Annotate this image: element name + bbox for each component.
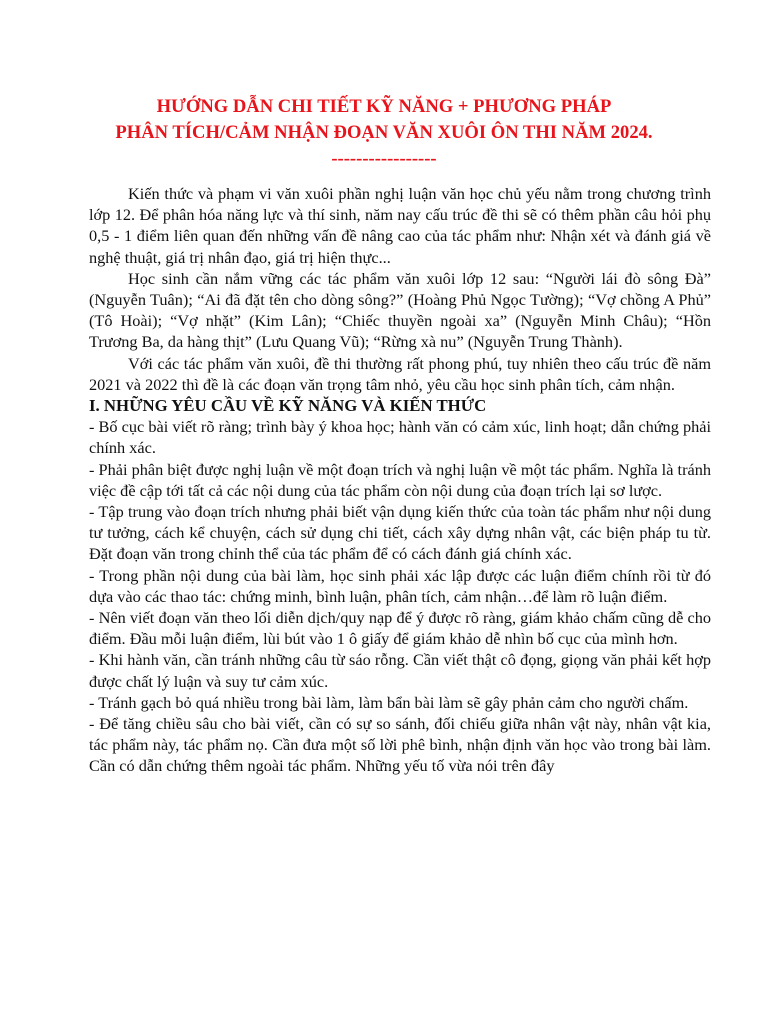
section-heading: I. NHỮNG YÊU CẦU VỀ KỸ NĂNG VÀ KIẾN THỨC — [89, 396, 487, 416]
title-line-2: PHÂN TÍCH/CẢM NHẬN ĐOẠN VĂN XUÔI ÔN THI NĂM 2024. — [115, 122, 653, 143]
intro-paragraph-2: Học sinh cần nắm vững các tác phẩm văn xuôi lớp 12 sau: “Người lái đò sông Đà” (Nguyễn Tuân); “Ai đã đặt tên cho dòng sông?” (Hoàng Phủ Ngọc Tường); “Vợ chồng A Phủ” (Tô Hoài); “Vợ nhặt” (Kim Lân); “Chiếc thuyền ngoài xa” (Nguyễn Minh Châu); “Hồn Trương Ba, da hàng thịt” (Lưu Quang Vũ); “Rừng xà nu” (Nguyễn Trung Thành). — [89, 268, 711, 352]
list-item: - Trong phần nội dung của bài làm, học sinh phải xác lập được các luận điểm chính rồi từ đó dựa vào các thao tác: chứng minh, bình luận, phân tích, cảm nhận…để làm rõ luận điểm. — [89, 565, 711, 606]
list-item: - Tập trung vào đoạn trích nhưng phải biết vận dụng kiến thức của toàn tác phẩm như nội dung tư tưởng, cách kể chuyện, cách sử dụng chi tiết, cách xây dựng nhân vật, các biện pháp tu từ. Đặt đoạn văn trong chỉnh thể của tác phẩm để có cách đánh giá chính xác. — [89, 502, 711, 564]
list-item: - Tránh gạch bỏ quá nhiều trong bài làm, làm bẩn bài làm sẽ gây phản cảm cho người chấm. — [89, 692, 689, 712]
document-body — [89, 183, 711, 777]
list-item: - Nên viết đoạn văn theo lối diễn dịch/quy nạp để ý được rõ ràng, giám khảo chấm cũng dễ cho điểm. Đầu mỗi luận điểm, lùi bút vào 1 ô giấy để giám khảo dễ nhìn bố cục của mình hơn. — [89, 608, 711, 649]
title-separator: ----------------- — [331, 148, 437, 169]
list-item: - Để tăng chiều sâu cho bài viết, cần có sự so sánh, đối chiếu giữa nhân vật này, nhân vật kia, tác phẩm này, tác phẩm nọ. Cần đưa một số lời phê bình, nhận định văn học vào trong bài làm. Cần có dẫn chứng thêm ngoài tác phẩm. Những yếu tố vừa nói trên đây — [89, 714, 711, 776]
list-item: - Bố cục bài viết rõ ràng; trình bày ý khoa học; hành văn có cảm xúc, linh hoạt; dẫn chứng phải chính xác. — [89, 417, 711, 458]
list-item: - Phải phân biệt được nghị luận về một đoạn trích và nghị luận về một tác phẩm. Nghĩa là tránh việc đề cập tới tất cả các nội dung của tác phẩm còn nội dung của đoạn trích lại sơ lược. — [89, 459, 711, 500]
intro-paragraph-3: Với các tác phẩm văn xuôi, đề thi thường rất phong phú, tuy nhiên theo cấu trúc đề năm 2021 và 2022 thì đề là các đoạn văn trọng tâm nhỏ, yêu cầu học sinh phân tích, cảm nhận. — [89, 353, 711, 394]
intro-paragraph-1: Kiến thức và phạm vi văn xuôi phần nghị luận văn học chủ yếu nằm trong chương trình lớp 12. Để phân hóa năng lực và thí sinh, năm nay cấu trúc đề thi sẽ có thêm phần câu hỏi phụ 0,5 - 1 điểm liên quan đến những vấn đề nâng cao của tác phẩm như: Nhận xét và đánh giá về nghệ thuật, giá trị nhân đạo, giá trị hiện thực... — [89, 184, 711, 267]
document-title — [0, 94, 768, 172]
list-item: - Khi hành văn, cần tránh những câu từ sáo rỗng. Cần viết thật cô đọng, giọng văn phải kết hợp được chất lý luận và suy tư cảm xúc. — [89, 650, 711, 691]
title-line-1: HƯỚNG DẪN CHI TIẾT KỸ NĂNG + PHƯƠNG PHÁP — [156, 96, 612, 117]
